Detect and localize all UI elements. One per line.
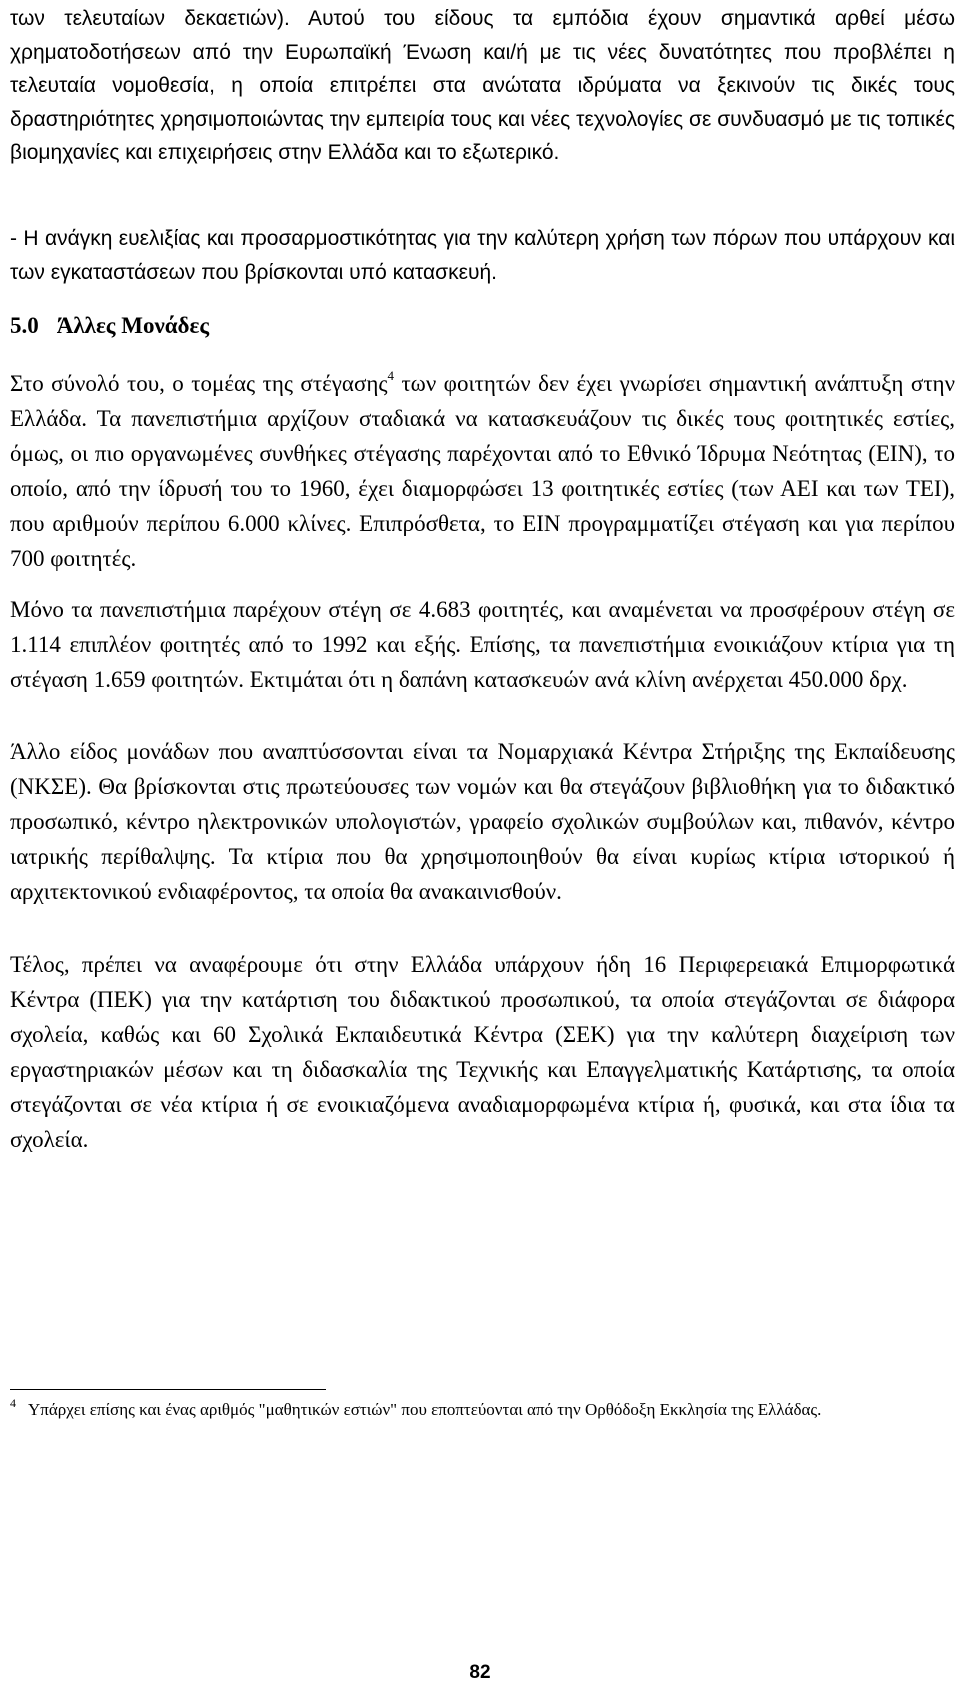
footnote-text: Υπάρχει επίσης και ένας αριθμός "μαθητικών εστιών" που εποπτεύονται από την Ορθόδοξη Εκκλησία της Ελλάδας. (28, 1400, 822, 1419)
training-centers-paragraph: Τέλος, πρέπει να αναφέρουμε ότι στην Ελλάδα υπάρχουν ήδη 16 Περιφερειακά Επιμορφωτικά Κέντρα (ΠΕΚ) για την κατάρτιση του διδακτικού προσωπικού, τα οποία στεγάζονται σε διάφορα σχολεία, καθώς και 60 Σχολικά Εκπαιδευτικά Κέντρα (ΣΕΚ) για την καλύτερη διαχείριση των εργαστηριακών μέσων και τη διδασκαλία της Τεχνικής και Επαγγελματικής Κατάρτισης, τα οποία στεγάζονται σε νέα κτίρια ή σε ενοικιαζόμενα αναδιαμορφωμένα κτίρια ή, φυσικά, και στα ίδια τα σχολεία. (10, 952, 955, 1152)
housing-paragraph (10, 366, 955, 576)
section-number: 5.0 (10, 313, 39, 338)
section-heading (10, 311, 209, 341)
footnote-divider (10, 1389, 326, 1390)
housing-text-start: Στο σύνολό του, ο τομέας της στέγασης (10, 371, 388, 396)
page-number: 82 (469, 1662, 491, 1683)
universities-paragraph: Μόνο τα πανεπιστήμια παρέχουν στέγη σε 4.683 φοιτητές, και αναμένεται να προσφέρουν στέγη σε 1.114 επιπλέον φοιτητές από το 1992 και εξής. Επίσης, τα πανεπιστήμια ενοικιάζουν κτίρια για τη στέγαση 1.659 φοιτητών. Εκτιμάται ότι η δαπάνη κατασκευών ανά κλίνη ανέρχεται 450.000 δρχ. (10, 597, 955, 692)
support-centers-paragraph: Άλλο είδος μονάδων που αναπτύσσονται είναι τα Νομαρχιακά Κέντρα Στήριξης της Εκπαίδευσης (ΝΚΣΕ). Θα βρίσκονται στις πρωτεύουσες των νομών και θα στεγάζουν βιβλιοθήκη για το διδακτικό προσωπικό, κέντρο ηλεκτρονικών υπολογιστών, γραφείο σχολικών συμβούλων και, πιθανόν, κέντρο ιατρικής περίθαλψης. Τα κτίρια που θα χρησιμοποιηθούν θα είναι κυρίως κτίρια ιστορικού ή αρχιτεκτονικού ενδιαφέροντος, τα οποία θα ανακαινισθούν. (10, 739, 955, 904)
bullet-paragraph: - Η ανάγκη ευελιξίας και προσαρμοστικότητας για την καλύτερη χρήση των πόρων που υπάρχουν και των εγκαταστάσεων που βρίσκονται υπό κατασκευή. (10, 227, 955, 284)
intro-paragraph: των τελευταίων δεκαετιών). Αυτού του είδους τα εμπόδια έχουν σημαντικά αρθεί μέσω χρηματοδοτήσεων από την Ευρωπαϊκή Ένωση και/ή με τις νέες δυνατότητες που προβλέπει η τελευταία νομοθεσία, η οποία επιτρέπει στα ανώτατα ιδρύματα να ξεκινούν τις δικές τους δραστηριότητες χρησιμοποιώντας την εμπειρία τους και νέες τεχνολογίες σε συνδυασμό με τις τοπικές βιομηχανίες και επιχειρήσεις στην Ελλάδα και το εξωτερικό. (10, 7, 955, 164)
section-title: Άλλες Μονάδες (56, 313, 210, 338)
housing-text-end: των φοιτητών δεν έχει γνωρίσει σημαντική ανάπτυξη στην Ελλάδα. Τα πανεπιστήμια αρχίζουν σταδιακά να κατασκευάζουν τις δικές τους φοιτητικές εστίες, όμως, οι πιο οργανωμένες συνθήκες στέγασης παρέχονται από το Εθνικό Ίδρυμα Νεότητας (ΕΙΝ), το οποίο, από την ίδρυσή του το 1960, έχει διαμορφώσει 13 φοιτητικές εστίες (των ΑΕΙ και των ΤΕΙ), που αριθμούν περίπου 6.000 κλίνες. Επιπρόσθετα, το ΕΙΝ προγραμματίζει στέγαση και για περίπου 700 φοιτητές. (10, 371, 955, 571)
footnote-marker: 4 (10, 1396, 16, 1410)
footnote-reference[interactable]: 4 (387, 368, 394, 383)
footnote (10, 1398, 955, 1422)
